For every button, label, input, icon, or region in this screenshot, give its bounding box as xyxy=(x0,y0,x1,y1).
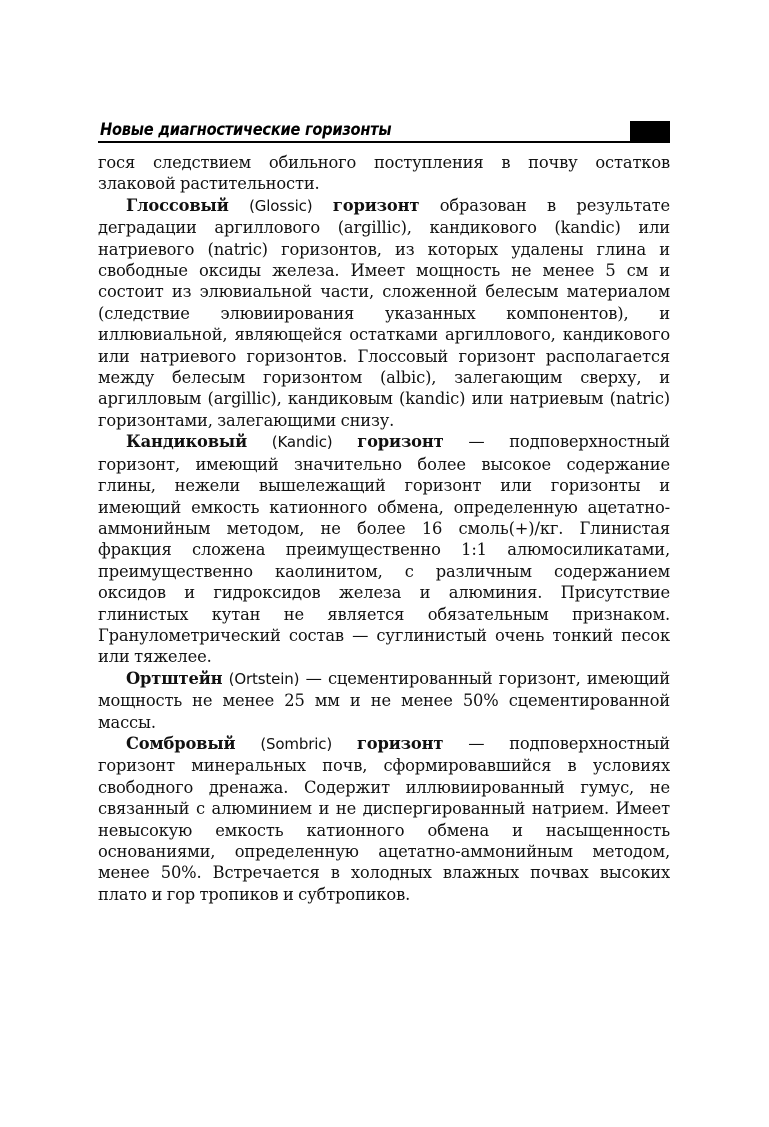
paragraph-continuation xyxy=(98,152,670,195)
paragraph-kandic xyxy=(98,431,670,667)
term-latin: (Ortstein) xyxy=(228,669,300,688)
term-latin: (Sombric) xyxy=(260,734,333,753)
paragraph-ortstein xyxy=(98,668,670,733)
term-name: Глоссовый xyxy=(126,195,229,215)
paragraph-text: гося следствием обильного поступления в почву остатков злаковой растительности. xyxy=(98,153,670,194)
term-name: Сомбровый xyxy=(126,733,236,753)
paragraph-glossic xyxy=(98,195,670,431)
paragraph-text: образован в результате деградации аргиллового (argillic), кандикового (kandic) или натриевого (natric) горизонтов, из которых удалены глина и свободные оксиды железа. Имеет мощность не менее 5 см и состоит из элювиальной части, сложенной белесым материалом (следствие элювиирования указанных компонентов), и иллювиальной, являющейся остатками аргиллового, кандикового или натриевого горизонтов. Глоссовый горизонт располагается между белесым горизонтом (albic), залегающим сверху, и аргилловым (argillic), кандиковым (kandic) или натриевым (natric) горизонтами, залегающими снизу. xyxy=(98,195,671,430)
term-latin: (Kandic) xyxy=(271,433,333,452)
term-horizon: горизонт xyxy=(357,432,444,452)
term-horizon: горизонт xyxy=(332,195,420,215)
page-body xyxy=(98,152,670,905)
running-header xyxy=(98,119,670,143)
header-black-block xyxy=(630,121,670,143)
paragraph-text: — подповерхностный горизонт, имеющий значительно более высокое содержание глины, нежели вышележащий горизонт или горизонты и имеющий емкость катионного обмена, определенную ацетатно-аммонийным методом, не более 16 смоль(+)/кг. Глинистая фракция сложена преимущественно 1:1 алюмосиликатами, преимущественно каолинитом, с различным содержанием оксидов и гидроксидов железа и алюминия. Присутствие глинистых кутан не является обязательным признаком. Гранулометрический состав — суглинистый очень тонкий песок или тяжелее. xyxy=(98,432,671,667)
paragraph-sombric xyxy=(98,733,670,905)
term-name: Кандиковый xyxy=(126,432,248,452)
paragraph-text: — сцементированный горизонт, имеющий мощность не менее 25 мм и не менее 50% сцементированной массы. xyxy=(98,668,670,732)
header-rule xyxy=(98,141,670,143)
header-title: Новые диагностические горизонты xyxy=(100,120,392,140)
paragraph-text: — подповерхностный горизонт минеральных почв, сформировавшийся в условиях свободного дренажа. Содержит иллювиированный гумус, не связанный с алюминием и не диспергированный натрием. Имеет невысокую емкость катионного обмена и насыщенность основаниями, определенную ацетатно-аммонийным методом, менее 50%. Встречается в холодных влажных почвах высоких плато и гор тропиков и субтропиков. xyxy=(98,733,670,904)
term-latin: (Glossic) xyxy=(249,196,313,215)
term-horizon: горизонт xyxy=(356,733,444,753)
term-name: Ортштейн xyxy=(126,668,223,688)
